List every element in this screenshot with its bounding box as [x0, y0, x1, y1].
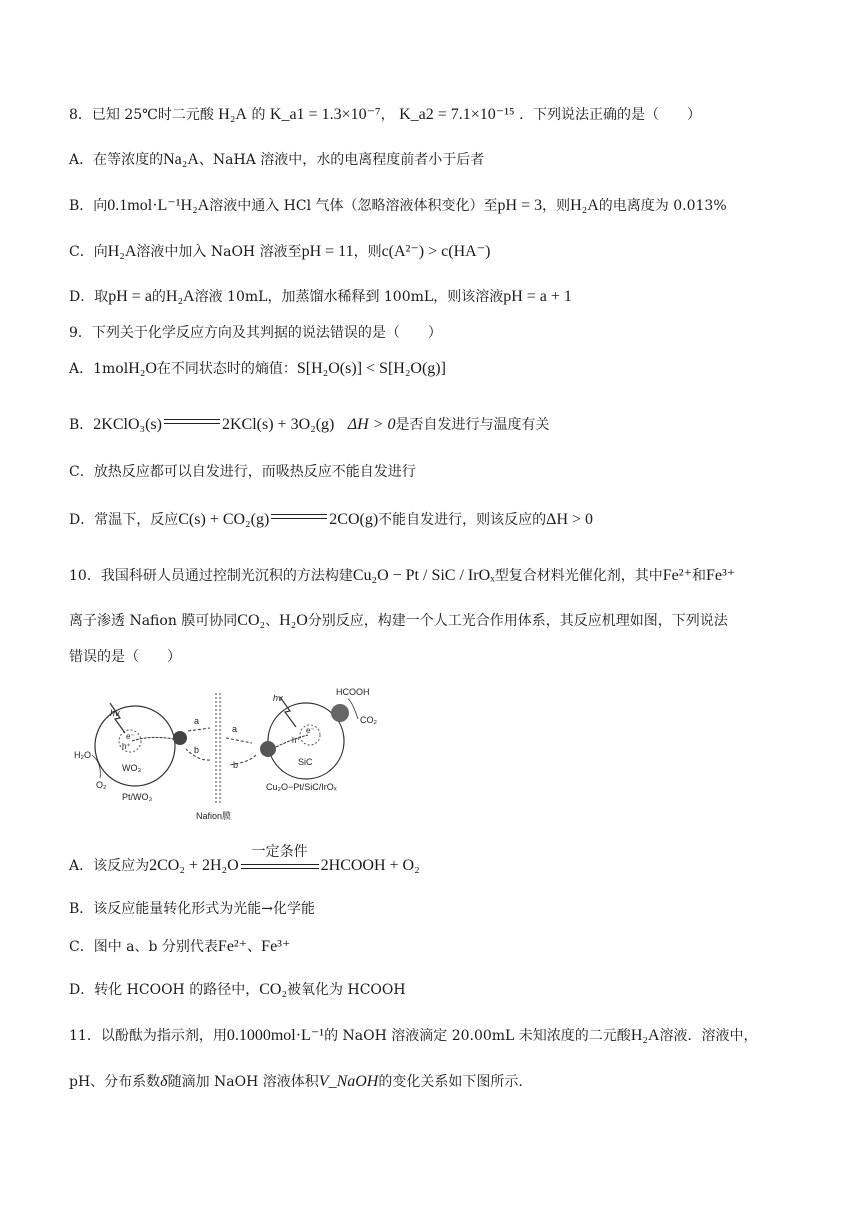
q8-b-text: B．向	[69, 198, 108, 214]
q8-d-text2: 的	[151, 289, 166, 305]
q10-stem-line1	[69, 566, 735, 586]
a-arrow-right	[226, 738, 252, 743]
hole-label-right: h⁺	[292, 736, 301, 745]
q9-option-b	[69, 413, 549, 435]
q10-a-lhs: 2CO₂ + 2H₂O	[149, 857, 239, 874]
right-iro-particle	[260, 741, 276, 757]
q9-b-rhs: 2KCl(s) + 3O₂(g)	[221, 416, 335, 433]
hv-label-right: hv	[273, 693, 283, 703]
q9-a-text: A．1mol	[69, 361, 129, 377]
q10-option-b: B．该反应能量转化形式为光能→化学能	[69, 901, 316, 917]
q8-b-conc: 0.1mol·L⁻¹H₂A	[107, 197, 210, 214]
q10-c-fe3: Fe³⁺	[261, 938, 291, 955]
left-electron-path	[132, 737, 174, 741]
q8-stem-text: 8．已知 25℃时二元酸	[69, 107, 214, 123]
q8-d-ph: pH = a	[108, 288, 152, 305]
water-arrow	[92, 755, 100, 778]
sic-label: SiC	[298, 757, 313, 767]
q8-b-text4: 的电离度为 0.013%	[598, 198, 727, 214]
q8-b-text3: ，则	[542, 198, 571, 214]
q8-c-text3: ，则	[353, 244, 382, 260]
q10-text3: 和	[692, 568, 707, 584]
q9-d-text: D．常温下，反应	[69, 512, 179, 528]
q10-sep: 、	[265, 613, 280, 629]
q10-text: 10．我国科研人员通过控制光沉积的方法构建	[69, 568, 353, 584]
condition-arrow	[241, 844, 319, 874]
a-label-left: a	[194, 716, 200, 726]
q8-option-a	[69, 150, 484, 170]
q8-d-text3: 溶液 10mL，加蒸馏水稀释到 100mL，则该溶液	[194, 289, 504, 305]
equilibrium-sign	[164, 413, 220, 431]
q10-a-text: A．该反应为	[69, 858, 150, 874]
q11-text: 11．以酚酞为指示剂，用	[69, 1028, 227, 1044]
q11-delta: δ	[160, 1073, 168, 1090]
b-label-left: b	[194, 745, 200, 755]
q9-d-text2: 不能自发进行，则该反应的	[378, 512, 547, 528]
q10-fe2: Fe²⁺	[662, 567, 693, 584]
q10-c-text: C．图中 a、b 分别代表	[69, 939, 218, 955]
q11-text4: pH、分布系数	[69, 1074, 161, 1090]
q10-option-d	[69, 980, 406, 1000]
q10-fe3: Fe³⁺	[706, 567, 736, 584]
q8-c-text: C．向	[69, 244, 108, 260]
q8-stem	[69, 105, 701, 125]
q9-d-rhs: 2CO(g)	[329, 511, 379, 528]
electron-label-right: e⁻	[306, 726, 315, 735]
q10-a-rhs: 2HCOOH + O₂	[320, 857, 420, 874]
q9-stem: 9．下列关于化学反应方向及其判据的说法错误的是（ ）	[69, 325, 442, 341]
q9-option-d	[69, 508, 593, 530]
q9-a-formula: H₂O	[128, 360, 157, 377]
q9-option-c: C．放热反应都可以自发进行，而吸热反应不能自发进行	[69, 464, 416, 480]
q11-text3: 溶液．溶液中，	[659, 1028, 758, 1044]
q9-d-dh: ΔH > 0	[546, 511, 594, 528]
q8-b-ph: pH = 3	[497, 197, 543, 214]
q8-a-text2: 、NaHA 溶液中，水的电离程度前者小于后者	[198, 152, 485, 168]
q9-b-dh: ΔH > 0	[347, 416, 396, 433]
q8-c-relation: c(A²⁻) > c(HA⁻)	[381, 243, 491, 260]
pt-wo3-label: Pt/WO₃	[122, 792, 153, 802]
co2-label: CO₂	[360, 715, 377, 725]
h2o-label: H₂O	[74, 750, 91, 760]
a-arrow-left	[188, 728, 210, 731]
equilibrium-sign	[271, 508, 327, 526]
q9-d-lhs: C(s) + CO₂(g)	[178, 511, 270, 528]
ka2-value: K_a2 = 7.1×10⁻¹⁵	[399, 106, 515, 123]
condition-label: 一定条件	[251, 844, 308, 860]
q10-d-text2: 被氧化为 HCOOH	[287, 982, 406, 998]
q10-co2: CO₂	[237, 612, 266, 629]
q11-text5: 随滴加 NaOH 溶液体积	[167, 1074, 319, 1090]
q10-d-text: D．转化 HCOOH 的路径中，	[69, 982, 260, 998]
left-catalyst-sphere	[95, 706, 175, 786]
right-cu2o-particle	[331, 704, 349, 722]
q10-text4: 离子渗透 Nafion 膜可协同	[69, 613, 238, 629]
electron-label-left: e⁻	[126, 732, 135, 741]
photocatalysis-mechanism-diagram	[70, 683, 390, 826]
q11-text6: 的变化关系如下图所示.	[378, 1074, 523, 1090]
acid-formula: H₂A	[218, 106, 247, 123]
q8-d-text: D．取	[69, 289, 109, 305]
wo3-label: WO₃	[122, 763, 142, 773]
q8-a-formula: Na₂A	[163, 151, 199, 168]
left-pt-particle	[173, 731, 187, 745]
q10-c-fe2: Fe²⁺	[217, 938, 248, 955]
q8-stem-text2: 的	[251, 107, 266, 123]
co2-arrow	[348, 699, 358, 719]
q9-b-lhs: 2KClO₃(s)	[93, 416, 162, 433]
q8-a-text: A．在等浓度的	[69, 152, 164, 168]
q10-stem-line2	[69, 611, 728, 631]
q10-d-co2: CO₂	[259, 981, 288, 998]
q8-c-text2: 溶液中加入 NaOH 溶液至	[136, 244, 302, 260]
o2-label: O₂	[96, 780, 107, 790]
q8-stem-end: ．下列说法正确的是（ ）	[519, 107, 702, 123]
q9-b-text: B．	[69, 417, 94, 433]
ka1-value: K_a1 = 1.3×10⁻⁷	[269, 106, 381, 123]
hole-label-left: h⁺	[122, 742, 131, 751]
q10-text2: 型复合材料光催化剂，其中	[494, 568, 663, 584]
q8-option-c	[69, 242, 490, 262]
b-label-right: b	[233, 760, 239, 770]
q10-stem-line3: 错误的是（ ）	[69, 649, 181, 665]
nafion-label: Nafion膜	[196, 811, 232, 821]
q9-b-text2: 是否自发进行与温度有关	[395, 417, 550, 433]
q10-material: Cu₂O − Pt / SiC / IrOₓ	[352, 567, 495, 584]
q9-a-relation: S[H₂O(s)] < S[H₂O(g)]	[296, 360, 446, 377]
q10-h2o: H₂O	[279, 612, 308, 629]
q8-c-ph: pH = 11	[301, 243, 354, 260]
q11-conc: 0.1000mol·L⁻¹	[226, 1027, 325, 1044]
hcooh-label: HCOOH	[336, 687, 370, 697]
q10-option-c	[69, 937, 290, 957]
q11-line2	[69, 1072, 523, 1092]
q8-comma: ，	[380, 107, 395, 123]
q8-d-ph2: pH = a + 1	[503, 288, 572, 305]
q8-b-text2: 溶液中通入 HCl 气体（忽略溶液体积变化）至	[209, 198, 498, 214]
q10-c-sep: 、	[247, 939, 262, 955]
hv-label-left: hv	[110, 708, 120, 718]
q9-a-text2: 在不同状态时的熵值：	[156, 361, 297, 377]
q11-line1	[69, 1026, 758, 1046]
q8-option-d	[69, 287, 572, 307]
q11-acid: H₂A	[630, 1027, 660, 1044]
q11-text2: 的 NaOH 溶液滴定 20.00mL 未知浓度的二元酸	[324, 1028, 631, 1044]
q8-d-acid: H₂A	[165, 288, 195, 305]
q9-option-a	[69, 359, 446, 379]
q11-volume: V_NaOH	[318, 1073, 379, 1090]
right-catalyst-label: Cu₂O−Pt/SiC/IrOₓ	[266, 782, 337, 792]
a-label-right: a	[232, 724, 238, 734]
q8-b-acid: H₂A	[570, 197, 599, 214]
q8-c-acid: H₂A	[107, 243, 137, 260]
q8-option-b	[69, 196, 727, 216]
q10-text5: 分别反应，构建一个人工光合作用体系，其反应机理如图，下列说法	[307, 613, 728, 629]
q10-option-a	[69, 844, 420, 876]
